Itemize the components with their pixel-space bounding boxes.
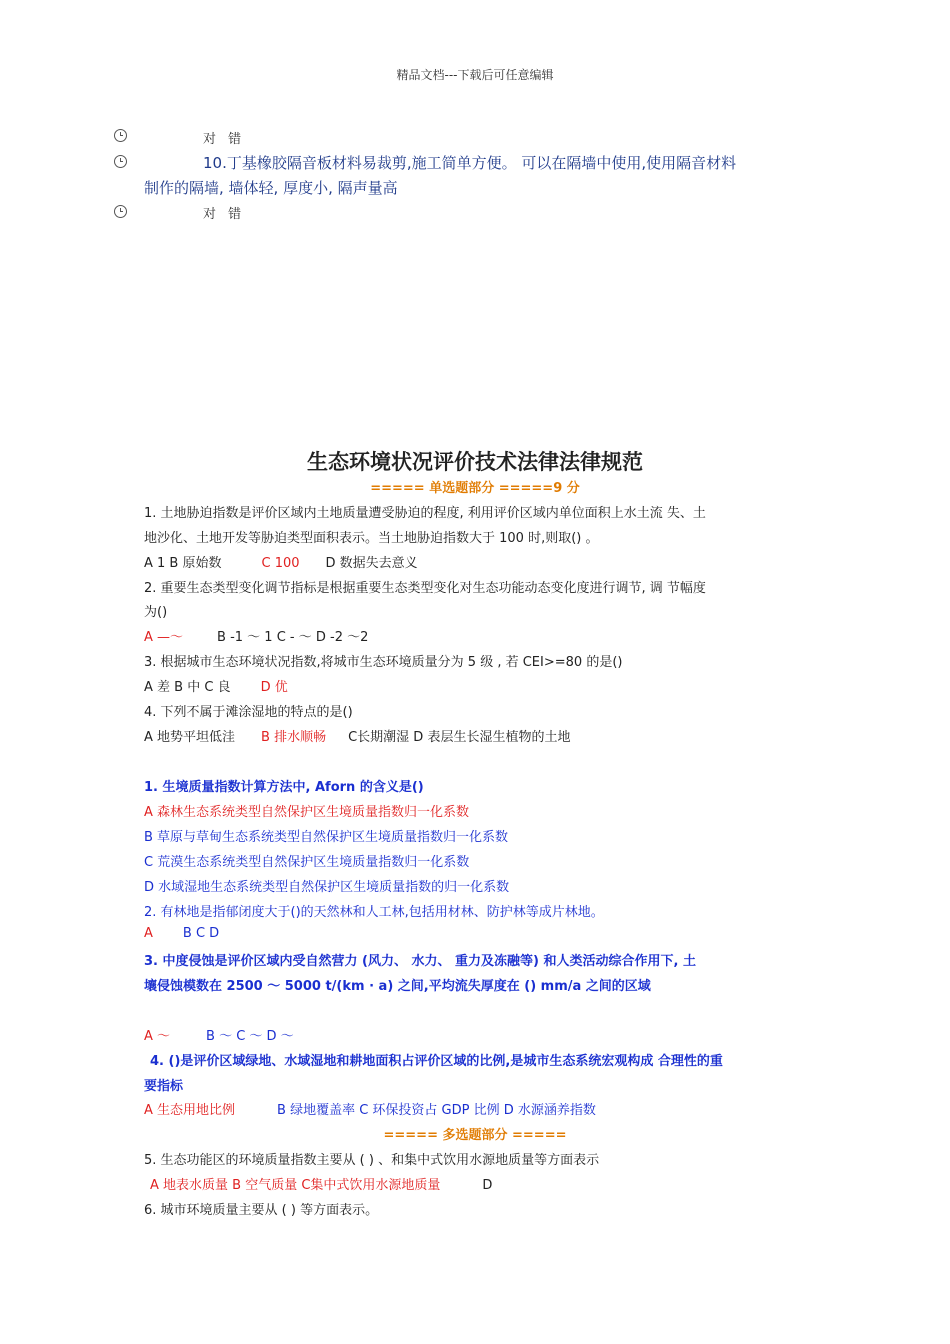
radio-icon[interactable] xyxy=(114,155,127,168)
b1-question: 1. 生境质量指数计算方法中, Aforn 的含义是() xyxy=(144,780,424,795)
other-options: B C D xyxy=(182,926,220,941)
other-options: B -1 ～ 1 C - ～ D -2 ～2 xyxy=(217,630,369,645)
question-10-line2: 制作的隔墙, 墙体轻, 厚度小, 隔声量高 xyxy=(144,179,398,197)
option-a: A 地势平坦低洼 xyxy=(144,730,236,745)
document-title: 生态环境状况评价技术法律法律规范 xyxy=(307,450,643,474)
answer-option: A xyxy=(144,926,153,941)
b2-options xyxy=(144,926,219,941)
b4-options xyxy=(144,1099,596,1118)
s3-options xyxy=(144,676,288,695)
page-header: 精品文档---下载后可任意编辑 xyxy=(396,68,554,82)
b1-option-c: C 荒漠生态系统类型自然保护区生境质量指数归一化系数 xyxy=(144,855,470,870)
answer-option: C 100 xyxy=(261,556,300,571)
s1-options xyxy=(144,552,418,571)
other-options: C长期潮湿 D 表层生长湿生植物的土地 xyxy=(348,730,571,745)
s2-options xyxy=(144,626,368,645)
s3-question-line1: 3. 根据城市生态环境状况指数,将城市生态环境质量分为 5 级 , 若 CEI>=80 的是() xyxy=(144,655,623,670)
s2-question-line1: 2. 重要生态类型变化调节指标是根据重要生态类型变化对生态功能动态变化度进行调节, 调 节幅度 xyxy=(144,581,706,596)
answer-option: A ～ xyxy=(144,1029,171,1044)
s1-question-line1: 1. 土地胁迫指数是评价区域内土地质量遭受胁迫的程度, 利用评价区域内单位面积上水土流 失、土 xyxy=(144,506,706,521)
option-ab: A 1 B 原始数 xyxy=(144,556,222,571)
radio-icon[interactable] xyxy=(114,129,127,142)
single-choice-header: ===== 单选题部分 =====9 分 xyxy=(370,481,580,496)
b4-question-line1: 4. ()是评价区域绿地、水域湿地和耕地面积占评价区域的比例,是城市生态系统宏观构成 合理性的重 xyxy=(150,1054,723,1069)
answer-option: B 排水顺畅 xyxy=(261,730,327,745)
answer-option: A 生态用地比例 xyxy=(144,1103,236,1118)
other-options: B ～ C ～ D ～ xyxy=(206,1029,294,1044)
b3-options xyxy=(144,1025,294,1044)
b1-answer-option: A 森林生态系统类型自然保护区生境质量指数归一化系数 xyxy=(144,805,470,820)
true-false-options[interactable]: 对 错 xyxy=(203,207,246,222)
b1-option-d: D 水域湿地生态系统类型自然保护区生境质量指数的归一化系数 xyxy=(144,880,510,895)
multi-choice-header: ===== 多选题部分 ===== xyxy=(383,1128,567,1143)
b4-question-line2: 要指标 xyxy=(144,1079,184,1094)
s4-options xyxy=(144,726,570,745)
s2-question-line2: 为() xyxy=(144,605,168,620)
other-options: B 绿地覆盖率 C 环保投资占 GDP 比例 D 水源涵养指数 xyxy=(277,1103,596,1118)
option-d: D xyxy=(482,1178,493,1193)
option-d: D 数据失去意义 xyxy=(325,556,418,571)
m6-question-line1: 6. 城市环境质量主要从 ( ) 等方面表示。 xyxy=(144,1203,379,1218)
b3-question-line1: 3. 中度侵蚀是评价区域内受自然营力 (风力、 水力、 重力及冻融等) 和人类活动综合作用下, 土 xyxy=(144,954,696,969)
question-10-line1: 10.丁基橡胶隔音板材料易裁剪,施工简单方便。 可以在隔墙中使用,使用隔音材料 xyxy=(203,154,737,172)
s4-question-line1: 4. 下列不属于滩涂湿地的特点的是() xyxy=(144,705,353,720)
other-options: A 差 B 中 C 良 xyxy=(144,680,231,695)
b3-question-line2: 壤侵蚀模数在 2500 ～ 5000 t/(km · a) 之间,平均流失厚度在 () mm/a 之间的区域 xyxy=(144,979,651,994)
answer-option: A —～ xyxy=(144,630,184,645)
true-false-options[interactable]: 对 错 xyxy=(203,132,246,147)
s1-question-line2: 地沙化、土地开发等胁迫类型面积表示。当土地胁迫指数大于 100 时,则取() 。 xyxy=(144,531,599,546)
radio-icon[interactable] xyxy=(114,205,127,218)
b2-question: 2. 有林地是指郁闭度大于()的天然林和人工林,包括用材林、防护林等成片林地。 xyxy=(144,905,604,920)
m5-options xyxy=(150,1174,492,1193)
answer-option: A 地表水质量 B 空气质量 C集中式饮用水源地质量 xyxy=(150,1178,441,1193)
b1-option-b: B 草原与草甸生态系统类型自然保护区生境质量指数归一化系数 xyxy=(144,830,509,845)
answer-option: D 优 xyxy=(260,680,288,695)
m5-question-line1: 5. 生态功能区的环境质量指数主要从 ( ) 、和集中式饮用水源地质量等方面表示 xyxy=(144,1153,600,1168)
